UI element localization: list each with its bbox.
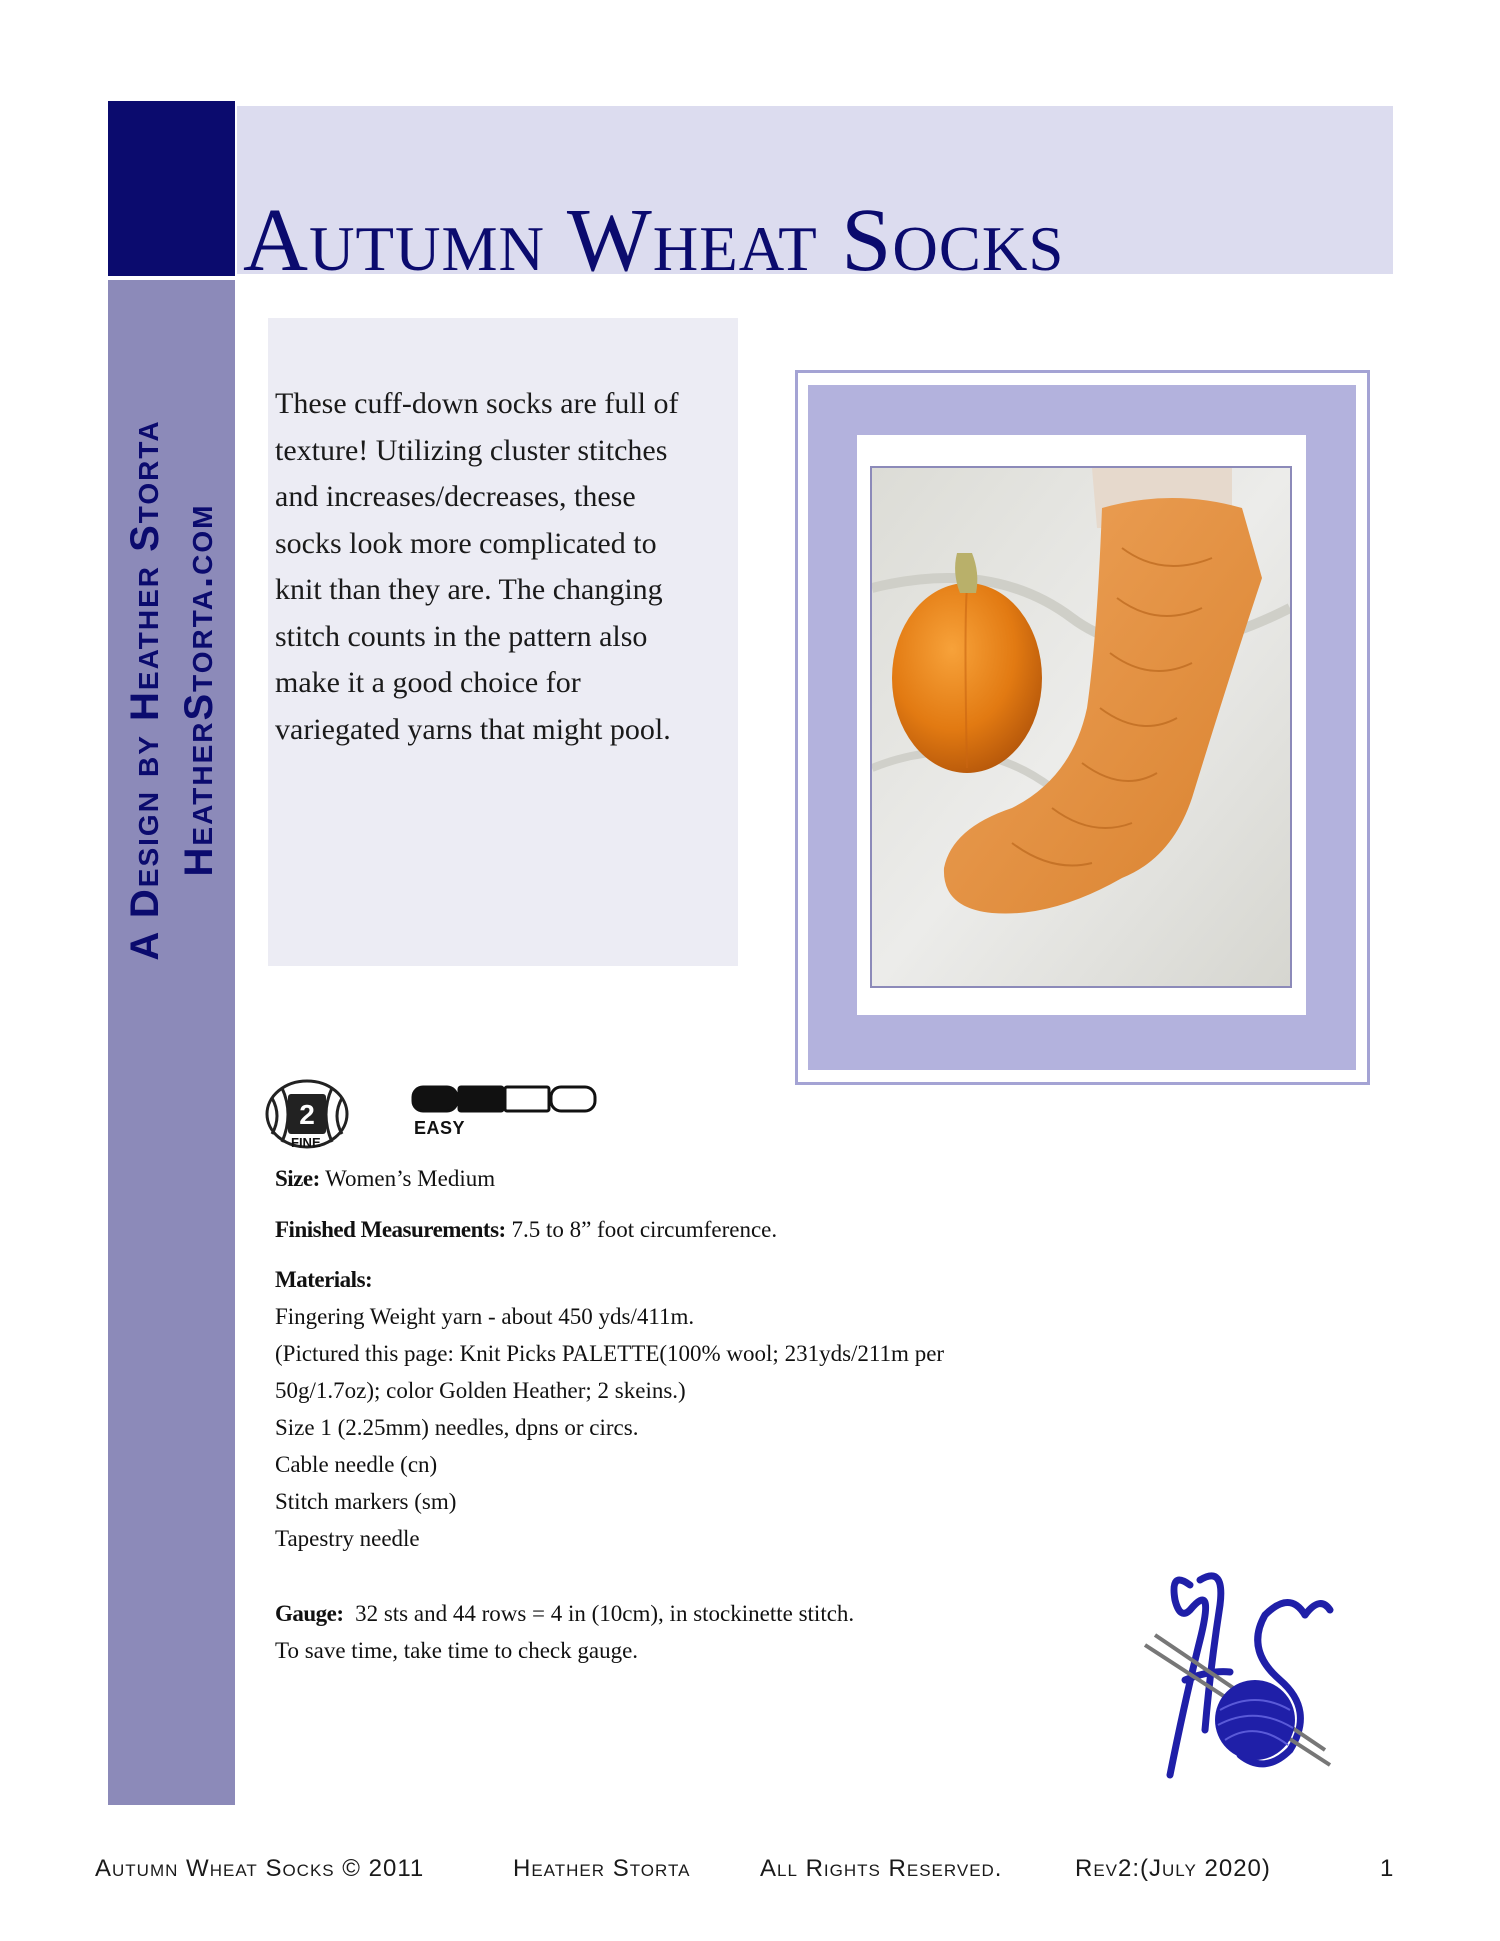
- corner-block: [108, 101, 235, 276]
- gauge-note: To save time, take time to check gauge.: [275, 1638, 639, 1663]
- skill-segment-empty: [505, 1087, 549, 1111]
- measurements-line: [275, 1211, 1175, 1248]
- gauge-value: 32 sts and 44 rows = 4 in (10cm), in stockinette stitch.: [355, 1601, 855, 1626]
- yarn-weight-number: 2: [299, 1099, 315, 1130]
- intro-line: These cuff-down socks are full of: [275, 387, 679, 420]
- footer-revision: Rev2:(July 2020): [1075, 1855, 1271, 1882]
- hs-logo-icon: [1130, 1560, 1350, 1795]
- skill-level-label: EASY: [414, 1118, 466, 1138]
- intro-line: socks look more complicated to: [275, 526, 657, 560]
- material-item: Fingering Weight yarn - about 450 yds/411m.: [275, 1304, 695, 1329]
- footer-title: Autumn Wheat Socks © 2011: [95, 1855, 425, 1882]
- skill-segment-filled: [413, 1087, 457, 1111]
- material-item: Tapestry needle: [275, 1526, 420, 1551]
- intro-line: texture! Utilizing cluster stitches: [275, 433, 668, 467]
- skill-segment-filled: [459, 1087, 503, 1111]
- page-number: 1: [1380, 1855, 1395, 1882]
- measurements-value: 7.5 to 8” foot circumference.: [511, 1217, 778, 1242]
- size-line: [275, 1160, 1175, 1197]
- yarn-weight-label: FINE: [291, 1135, 321, 1150]
- material-item: 50g/1.7oz); color Golden Heather; 2 skeins.): [275, 1378, 686, 1403]
- intro-line: stitch counts in the pattern also: [275, 619, 648, 653]
- materials-heading: [275, 1261, 1175, 1298]
- size-value: Women’s Medium: [325, 1166, 496, 1191]
- intro-line: make it a good choice for: [275, 666, 581, 699]
- intro-text: [275, 381, 735, 753]
- skill-segment-empty: [551, 1087, 595, 1111]
- material-item: Cable needle (cn): [275, 1452, 438, 1477]
- intro-line: and increases/decreases, these: [275, 480, 636, 513]
- gauge-label: Gauge:: [275, 1601, 344, 1626]
- designer-credit: A Design by Heather Storta: [123, 419, 167, 961]
- material-item: Size 1 (2.25mm) needles, dpns or circs.: [275, 1415, 639, 1440]
- footer-author: Heather Storta: [513, 1855, 691, 1882]
- materials-label: Materials:: [275, 1267, 373, 1292]
- measurements-label: Finished Measurements:: [275, 1217, 506, 1242]
- website-link[interactable]: HeatherStorta.com: [177, 503, 221, 877]
- sock-photo: [870, 466, 1292, 988]
- material-item: Stitch markers (sm): [275, 1489, 457, 1514]
- intro-line: knit than they are. The changing: [275, 573, 663, 606]
- page-title: Autumn Wheat Socks: [243, 191, 1065, 290]
- footer-rights: All Rights Reserved.: [760, 1855, 1003, 1882]
- material-item: (Pictured this page: Knit Picks PALETTE(100% wool; 231yds/211m per: [275, 1341, 945, 1366]
- page-footer: [95, 1855, 1415, 1885]
- size-label: Size:: [275, 1166, 320, 1191]
- skill-level-icon: [411, 1084, 616, 1114]
- intro-line: variegated yarns that might pool.: [275, 712, 671, 746]
- pattern-specs: [275, 1160, 1175, 1669]
- gauge-line: [275, 1595, 1175, 1632]
